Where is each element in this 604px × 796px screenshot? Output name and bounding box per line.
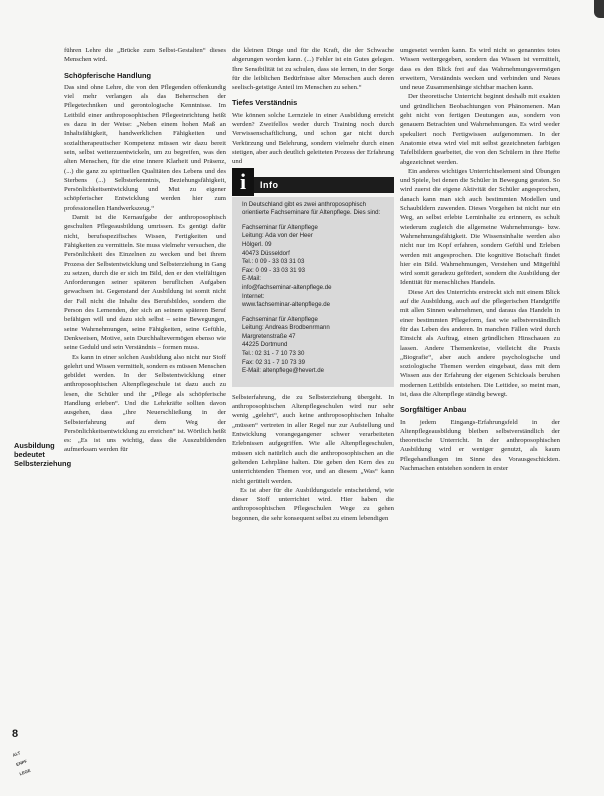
page-corner-tab bbox=[594, 0, 604, 18]
info-line: Tel.: 0 09 - 33 03 31 03 bbox=[242, 258, 305, 266]
column-3 bbox=[400, 46, 560, 473]
info-box bbox=[232, 168, 394, 387]
col2-paragraph: Es ist aber für die Ausbildungsziele entscheidend, wie dieser Stoff unterrichtet wird. Hier haben die anthroposophischen Pflegeschulen Wege zu gehen begonnen, die sehr konsequent selbst zu einem lebendigen bbox=[232, 486, 394, 522]
col2-top: die kleinen Dinge und für die Kraft, die der Schwache abgerungen worden kann. (...) Fehler ist ein Gutes gelegen. Ihre Sensibilität ist zu schulen, dass sie lernen, in der Sorge für die leiblichen Bedürfnisse alter Menschen auch deren seelisch-geistige Anteil im Menschen zu sehen.“ bbox=[232, 47, 394, 92]
info-address-2 bbox=[242, 316, 388, 376]
info-body bbox=[232, 197, 394, 387]
col1-paragraph: Das sind ohne Lehre, die von den Pflegenden offenkundig viel mehr verlangen als das Beherrschen der Pflegetechniken und gerontologische Kenntnisse. Im Leitbild einer anthroposophischen Pflegeeinrichtung heißt es dazu in der Weise: „Neben einem hohen Maß an Inhaltsfähigkeit, handwerklichen Fähigkeiten und sozialtherapeutischer Kompetenz müssen wir dazu bereit sein, selbst weiterzuentwickeln, um zu begreifen, was den alten Menschen, für die eine innere Klarheit und Präsenz, (...) die ganz zu spirituellen Qualitäten des Lebens und des Sterbens (...) Selbsterkenntnis, Beziehungsfähigkeit, Persönlichkeitsentwicklung und Mut zu eigener schöpferischer Entwicklung werden hier zum professionellen Handwerkszeug.“ bbox=[64, 83, 226, 212]
col3-paragraph: Der theoretische Unterricht beginnt deshalb mit exakten und gründlichen Beobachtungen von Phänomenen. Man geht nicht von fertigen Deutungen aus, sondern von genauem Betrachten und Wahrnehmungen. Es wird weder spekuliert noch Fertigwissen aufgenommen. In der Anatomie etwa wird viel mit selbst gezeichneten farbigen Tafelbildern gearbeitet, die von den Schülern in ihre Hefte abgezeichnet werden. bbox=[400, 93, 560, 166]
col1-paragraph: Es kann in einer solchen Ausbildung also nicht nur Stoff gelehrt und Wissen vermittelt, sondern es müssen Menschen gebildet werden. In der Selbstentwicklung einer anthroposophischen Altenpflegeschule ist dazu auch zu lesen, die Schüler und ihr „Pflege als schöpferische Handlung erleben“. Und die Lehrkräfte sollten davon ausgehen, dass „ihre Neuerschließung in der Selbsterfahrung auf dem Weg der Persönlichkeitsentwicklung zu erreichen“ ist. Wörtlich heißt es: „Es ist uns wichtig, dass die Auszubildenden aufmerksam werden für bbox=[64, 353, 226, 454]
col1-paragraph: Damit ist die Kernaufgabe der anthroposophisch geschulten Pflegeausbildung umrissen. Es genügt dafür nicht, berufsspezifisches Wissen, Fertigkeiten und Fähigkeiten zu vermitteln. Sie muss vielmehr versuchen, die Persönlichkeit des Einzelnen zu wecken und bei ihrem Prozess der Selbstentwicklung und Selbsterziehung in Gang zu setzen, durch die er sich im Bild, den er den vielfältigen Anforderungen seiner späteren beruflichen Aufgaben gewachsen ist. Gegenstand der Ausbildung ist somit nicht der Fall nicht die Inhalte des Berufsbildes, sondern die Person des Lernenden, der sich an seinem späteren Beruf befähigen will und dazu sich selbst – seine Bewegungen, seine Wahrnehmungen, seine Fähigkeiten, seine Gefühle, Denkweisen, Motive, sein Durchhaltevermögen ebenso wie seine Geduld und sein Verständnis – formen muss. bbox=[64, 214, 226, 352]
info-line: Internet: bbox=[242, 292, 265, 300]
info-line: Fachseminar für Altenpflege bbox=[242, 223, 318, 231]
side-heading: Ausbildung bedeutet Selbsterziehung bbox=[14, 441, 72, 468]
altenpflege-logo-icon bbox=[11, 742, 42, 782]
page-number: 8 bbox=[12, 728, 19, 740]
info-header bbox=[232, 168, 394, 197]
info-email: E-Mail: altenpflege@hevert.de bbox=[242, 367, 325, 375]
info-label: Info bbox=[254, 177, 394, 193]
info-line: Fax: 0 09 - 33 03 31 93 bbox=[242, 266, 306, 274]
info-email: info@fachseminar-altenpflege.de bbox=[242, 283, 332, 291]
info-address-1 bbox=[242, 224, 388, 310]
col3-paragraph: Diese Art des Unterrichts erstreckt sich mit einem Blick auf die Ausbildung, auch auf die pflegerischen Handgriffe mit allen Sinnen wahrnehmen, und daraus das Handeln in einer bestimmten Pflegeform, fast wie selbstverständlich für das Leben des anderen. In manchen Fällen wird durch Einsicht als Auftrag, einen gründlichen Hinschauen zu lassen. Andere Themenkreise, vielleicht die Praxis „Biografie“, aber auch andere psychologische und soziologische Themen werden eingebaut, dass mit dem Wissen aus der Erfahrung der eigenen Schicksals beruhen modernen Leitbilds entstehen. Die Leitidee, so meint man, ist, dass die Altenpflege ständig bewegt. bbox=[400, 288, 560, 398]
heading-schoepferische-handlung: Schöpferische Handlung bbox=[64, 70, 152, 80]
info-line: 40473 Düsseldorf bbox=[242, 249, 290, 257]
svg-text:LEGE: LEGE bbox=[18, 767, 32, 777]
info-icon: i bbox=[232, 168, 254, 196]
col3-paragraph: umgesetzt werden kann. Es wird nicht so genanntes totes Wissen weitergegeben, sondern das Wissen ist vermittelt, dass es den Blick frei auf das Wahrnehmungsvermögen erweitern, Verständnis wecken und verbinden und Neues und neue Zusammenhänge sichtbar machen kann. bbox=[400, 47, 560, 92]
svg-text:ALT: ALT bbox=[11, 750, 22, 758]
heading-sorgfaeltiger-anbau: Sorgfältiger Anbau bbox=[400, 405, 467, 415]
col2-paragraph: Wie können solche Lernziele in einer Ausbildung erreicht werden? Zweifellos weder durch Training noch durch Verwissenschaftlichung, und schon gar nicht durch Verkürzung und Belehrung, sondern vielmehr durch einen stetigen, aber auch deutlich geleiteten Prozess der Erfahrung und bbox=[232, 111, 394, 166]
column-2 bbox=[232, 46, 394, 523]
info-line: Leitung: Andreas Brodbenrmann bbox=[242, 324, 330, 332]
info-lead: In Deutschland gibt es zwei anthroposophisch orientierte Fachseminare für Altenpflege. Dies sind: bbox=[242, 200, 381, 217]
info-line: 44225 Dortmund bbox=[242, 341, 288, 349]
info-line: Tel.: 02 31 - 7 10 73 30 bbox=[242, 350, 305, 358]
info-website: www.fachseminar-altenpflege.de bbox=[242, 301, 331, 309]
info-line: Leitung: Ada von der Heer bbox=[242, 232, 313, 240]
info-line: Hölgerl. 09 bbox=[242, 240, 272, 248]
col2-paragraph: Selbsterfahrung, die zu Selbsterziehung übergeht. In anthroposophischen Altenpflegeschulen wird nur sehr wenig „gelehrt“, auch keine anthroposophischen Inhalte „müssen“ vertreten in aller Regel nur zur Aufstellung und Entwicklung vorangegangener schwer verarbeiteten Erlebnissen aufgegriffen. Wie alle Altenpflegeschulen, müssen sich natürlich auch die anthroposophischen an die geltenden Lehrpläne halten. Die geben den Kern des zu unterrichtenden Themen vor, und an diesem „Was“ kann nicht gerüttelt werden. bbox=[232, 393, 394, 485]
info-line: Fax: 02 31 - 7 10 73 39 bbox=[242, 358, 306, 366]
info-line: Fachseminar für Altenpflege bbox=[242, 315, 318, 323]
col3-paragraph: Ein anderes wichtiges Unterrichtselement sind Übungen und Spiele, bei denen die Schüler in Bewegung geraten. So wird zuerst die eigene Aktivität der Schüler angesprochen, danach kann man sich auch bestimmten Modellen und Schaubildern zuwenden. Dieses Vorgehen ist nicht nur ein Weg, an selbst erlebte Lerninhalte zu erinnern, es schult wiederum zugleich die allgemeine Wahrnehmungs- bzw. Wahrnehmungsfähigkeit. Die Wissensinhalte werden also nicht nur im Kopf erfahren, sondern Gefühl und Erleben werden mit angesprochen. Die kognitive Botschaft findet hier ein Bild. Wahrnehmungen, Verstehen und Mitgefühl wird somit geradezu gefördert, sondern die Ausbildung der Identität für menschliches Handeln. bbox=[400, 167, 560, 287]
info-line: Margretenstraße 47 bbox=[242, 332, 296, 340]
column-1 bbox=[64, 46, 226, 455]
col1-intro: führen Lehre die „Brücke zum Selbst-Gestalten“ dieses Menschen wird. bbox=[64, 47, 226, 64]
col3-paragraph: In jedem Eingangs-Erfahrungsfeld in der Altenpflegeausbildung bleiben selbstverständlich der theoretische Unterricht. In der anthroposophischen Ausbildung wird er weniger genutzt, als kaum Pflegehandlungen im Sinne des Vorausgeschickten. Nachmachen entstehen sondern in erster bbox=[400, 418, 560, 473]
svg-text:ENPF: ENPF bbox=[15, 758, 28, 768]
heading-tiefes-verstaendnis: Tiefes Verständnis bbox=[232, 98, 298, 108]
info-line: E-Mail: bbox=[242, 275, 261, 283]
